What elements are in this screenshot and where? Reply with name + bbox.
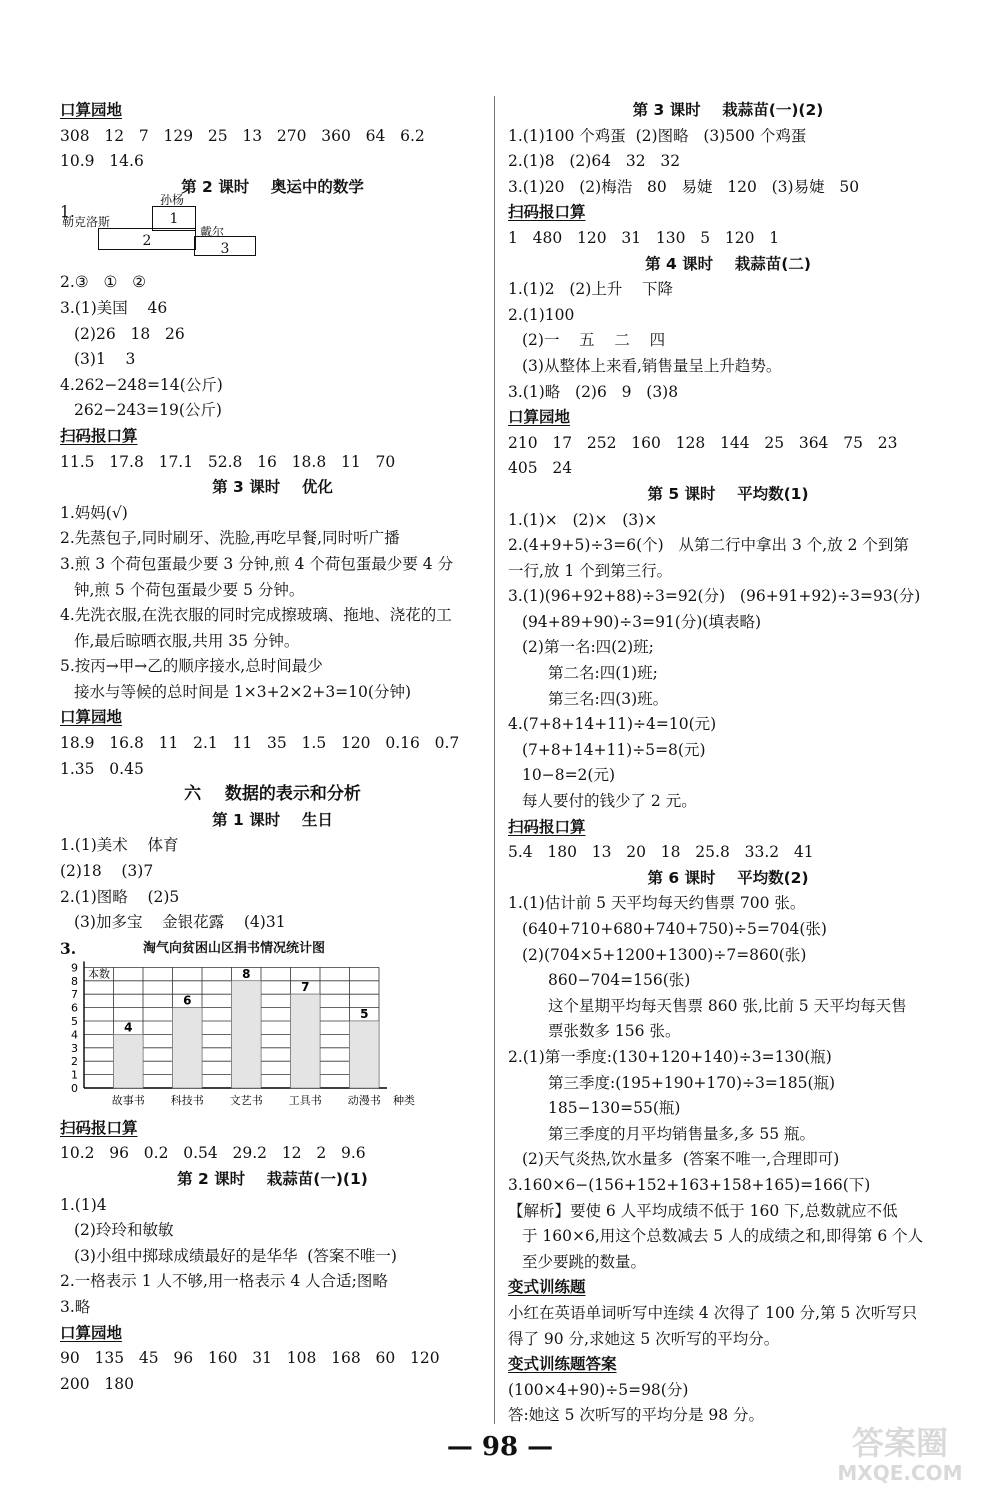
answer-line: (640+710+680+740+750)÷5=704(张)	[522, 920, 827, 938]
answer-line: 接水与等候的总时间是 1×3+2×2+3=10(分钟)	[74, 682, 411, 701]
answer-line: (2)玲玲和敏敏	[74, 1221, 174, 1240]
answer-line: 10−8=2(元)	[522, 766, 616, 785]
answer-line: 1.(1)美术 体育	[60, 836, 179, 855]
answer-line: 860−704=156(张)	[548, 971, 691, 990]
answer-line: 答:她这 5 次听写的平均分是 98 分。	[508, 1406, 765, 1425]
answer-line: 每人要付的钱少了 2 元。	[522, 792, 697, 811]
answer-line: 4.(7+8+14+11)÷4=10(元)	[508, 715, 717, 734]
answer-line: 3.(1)略 (2)6 9 (3)8	[508, 382, 679, 401]
answer-line: 4.先洗衣服,在洗衣服的同时完成擦玻璃、拖地、浇花的工	[60, 606, 452, 625]
right-column	[508, 98, 948, 1429]
answer-line: 10.9 14.6	[60, 152, 144, 171]
answer-line: 一行,放 1 个到第三行。	[508, 561, 673, 580]
bar	[173, 1007, 203, 1087]
bar-value-label: 5	[360, 1006, 369, 1021]
answer-line: 得了 90 分,求她这 5 次听写的平均分。	[508, 1329, 780, 1348]
answer-line: (2)26 18 26	[74, 324, 185, 343]
answer-line: 1.(1)估计前 5 天平均每天约售票 700 张。	[508, 894, 806, 913]
section-heading: 扫码报口算	[60, 426, 138, 445]
lesson-title: 第 2 课时 奥运中的数学	[181, 177, 364, 196]
answer-line: 5.按丙→甲→乙的顺序接水,总时间最少	[60, 657, 323, 676]
watermark-text: 答案圈	[851, 1424, 949, 1462]
section-heading: 口算园地	[508, 408, 571, 427]
answer-line: 2.(1)图略 (2)5	[60, 887, 180, 906]
bar	[291, 994, 321, 1088]
watermark-logo	[808, 1420, 993, 1486]
x-tick-label: 工具书	[288, 1093, 322, 1107]
bar	[232, 981, 262, 1088]
section-heading: 变式训练题答案	[508, 1355, 617, 1374]
lesson-title: 第 1 课时 生日	[212, 810, 333, 829]
answer-line: 10.2 96 0.2 0.54 29.2 12 2 9.6	[60, 1144, 366, 1163]
answer-line: (3)小组中掷球成绩最好的是华华 (答案不唯一)	[74, 1246, 397, 1265]
y-tick-label: 7	[71, 988, 78, 1002]
answer-line: 这个星期平均每天售票 860 张,比前 5 天平均每天售	[548, 996, 907, 1015]
section-heading: 变式训练题	[508, 1278, 586, 1297]
answer-line: 第二名:四(1)班;	[548, 664, 658, 683]
answer-line: (7+8+14+11)÷5=8(元)	[522, 740, 706, 759]
podium-first-name: 孙杨	[160, 193, 185, 208]
lesson-title: 第 5 课时 平均数(1)	[647, 484, 809, 503]
lesson-title: 第 3 课时 优化	[212, 478, 333, 497]
answer-line: (94+89+90)÷3=91(分)(填表略)	[522, 612, 761, 631]
answer-line: (100×4+90)÷5=98(分)	[508, 1380, 689, 1399]
lesson-title: 第 3 课时 栽蒜苗(一)(2)	[632, 101, 824, 119]
answer-line: 票张数多 156 张。	[548, 1022, 681, 1041]
lesson-title: 第 2 课时 栽蒜苗(一)(1)	[177, 1170, 368, 1188]
x-tick-label: 科技书	[170, 1093, 204, 1107]
answer-line: 1.(1)100 个鸡蛋 (2)图略 (3)500 个鸡蛋	[508, 126, 807, 145]
answer-line: 210 17 252 160 128 144 25 364 75 23	[508, 433, 898, 452]
answer-line: 【解析】要使 6 人平均成绩不低于 160 下,总数就应不低	[508, 1201, 898, 1220]
y-tick-label: 3	[71, 1041, 78, 1055]
answer-line: 185−130=55(瓶)	[548, 1099, 681, 1118]
bar-value-label: 7	[301, 980, 310, 995]
answer-line: 405 24	[508, 459, 573, 478]
bar-value-label: 4	[124, 1020, 133, 1035]
chart-title: 淘气向贫困山区捐书情况统计图	[142, 940, 325, 956]
y-tick-label: 9	[71, 961, 78, 975]
answer-line: 18.9 16.8 11 2.1 11 35 1.5 120 0.16 0.7	[60, 734, 460, 753]
section-heading: 口算园地	[60, 708, 123, 727]
podium-diagram	[62, 193, 274, 286]
answer-line: (3)加多宝 金银花露 (4)31	[74, 913, 286, 932]
podium-third-name: 戴尔	[200, 225, 225, 240]
answer-line: 2.(1)第一季度:(130+120+140)÷3=130(瓶)	[508, 1047, 832, 1066]
answer-line: 第三季度的月平均销售量多,多 55 瓶。	[548, 1124, 816, 1143]
answer-line: 2.③ ① ②	[60, 273, 147, 292]
watermark-url: MXQE.COM	[837, 1461, 963, 1485]
answer-line: 2.(1)100	[508, 305, 575, 324]
answer-line: 钟,煎 5 个荷包蛋最少要 5 分钟。	[74, 580, 305, 599]
answer-line: 262−243=19(公斤)	[74, 401, 222, 420]
answer-line: 3.(1)(96+92+88)÷3=92(分) (96+91+92)÷3=93(分)	[508, 587, 921, 606]
answer-line: 200 180	[60, 1374, 134, 1393]
answer-line: 1.(1)2 (2)上升 下降	[508, 280, 674, 299]
x-axis-label: 种类	[393, 1093, 415, 1107]
podium-third-block	[194, 236, 256, 256]
lesson-title: 第 4 课时 栽蒜苗(二)	[645, 254, 811, 273]
answer-line: 1.妈妈(√)	[60, 503, 128, 522]
answer-line: (2)(704×5+1200+1300)÷7=860(张)	[522, 945, 807, 964]
page-number: — 98 —	[446, 1432, 554, 1462]
y-tick-label: 4	[71, 1028, 78, 1042]
y-tick-label: 1	[71, 1068, 78, 1082]
y-axis-label: 本数	[88, 967, 110, 981]
y-tick-label: 8	[71, 974, 78, 988]
answer-line: (2)天气炎热,饮水量多 (答案不唯一,合理即可)	[522, 1150, 840, 1169]
answer-line: 4.262−248=14(公斤)	[60, 375, 223, 394]
y-tick-label: 0	[71, 1081, 78, 1095]
podium-rank: 1	[169, 211, 179, 228]
answer-line: 于 160×6,用这个总数减去 5 人的成绩之和,即得第 6 个人	[522, 1227, 924, 1246]
answer-line: 第三名:四(3)班。	[548, 689, 669, 708]
answer-line: (3)1 3	[74, 350, 136, 369]
question-number: 3.	[60, 938, 77, 958]
x-tick-label: 动漫书	[347, 1093, 381, 1107]
answer-line: 小红在英语单词听写中连续 4 次得了 100 分,第 5 次听写只	[508, 1303, 918, 1322]
answer-line: 2.(4+9+5)÷3=6(个) 从第二行中拿出 3 个,放 2 个到第	[508, 536, 909, 555]
x-tick-label: 文艺书	[229, 1093, 263, 1107]
answer-line: 2.一格表示 1 人不够,用一格表示 4 人合适;图略	[60, 1272, 388, 1291]
bar-value-label: 8	[242, 966, 251, 981]
podium-second-name: 勒克洛斯	[62, 215, 111, 230]
bar	[114, 1034, 144, 1088]
y-tick-label: 5	[71, 1014, 78, 1028]
answer-line: 90 135 45 96 160 31 108 168 60 120	[60, 1349, 440, 1368]
answer-line: 1.35 0.45	[60, 759, 144, 778]
answer-line: (2)第一名:四(2)班;	[522, 638, 654, 657]
answer-line: 3.(1)20 (2)梅浩 80 易婕 120 (3)易婕 50	[508, 177, 860, 196]
bar	[350, 1021, 380, 1088]
answer-line: (2)一 五 二 四	[522, 331, 666, 350]
answer-line: (3)从整体上来看,销售量呈上升趋势。	[522, 356, 782, 375]
section-heading: 扫码报口算	[508, 817, 586, 836]
lesson-title: 第 6 课时 平均数(2)	[647, 868, 809, 887]
answer-line: 308 12 7 129 25 13 270 360 64 6.2	[60, 126, 425, 145]
question-number: 1.	[60, 203, 75, 222]
bar-value-label: 6	[183, 993, 192, 1008]
answer-line: 3.煎 3 个荷包蛋最少要 3 分钟,煎 4 个荷包蛋最少要 4 分	[60, 554, 454, 573]
answer-line: 3.略	[60, 1297, 91, 1316]
section-heading: 口算园地	[60, 101, 123, 119]
y-tick-label: 2	[71, 1055, 78, 1069]
x-tick-label: 故事书	[111, 1093, 145, 1107]
podium-rank: 3	[220, 241, 230, 258]
answer-line: 作,最后晾晒衣服,共用 35 分钟。	[74, 631, 300, 650]
answer-line: 5.4 180 13 20 18 25.8 33.2 41	[508, 843, 814, 862]
answer-line: 1 480 120 31 130 5 120 1	[508, 228, 780, 247]
y-tick-label: 6	[71, 1001, 78, 1015]
answer-line: 至少要跳的数量。	[522, 1252, 647, 1271]
answer-line: 2.先蒸包子,同时刷牙、洗脸,再吃早餐,同时听广播	[60, 529, 400, 548]
answer-line: 2.(1)8 (2)64 32 32	[508, 152, 681, 171]
podium-rank: 2	[142, 233, 152, 250]
answer-line: 11.5 17.8 17.1 52.8 16 18.8 11 70	[60, 452, 396, 471]
section-heading: 口算园地	[60, 1323, 123, 1342]
chart-block	[60, 936, 485, 1116]
section-heading: 扫码报口算	[60, 1118, 138, 1137]
answer-line: 3.160×6−(156+152+163+158+165)=166(下)	[508, 1175, 871, 1194]
answer-line: (2)18 (3)7	[60, 862, 154, 881]
column-divider	[494, 96, 495, 1424]
answer-line: 3.(1)美国 46	[60, 298, 168, 317]
section-heading: 扫码报口算	[508, 203, 586, 222]
answer-line: 1.(1)4	[60, 1195, 107, 1214]
answer-line: 第三季度:(195+190+170)÷3=185(瓶)	[548, 1073, 836, 1092]
podium-second-block	[98, 228, 196, 250]
unit-title: 六 数据的表示和分析	[184, 784, 361, 805]
answer-line: 1.(1)× (2)× (3)×	[508, 510, 658, 529]
left-column	[60, 98, 485, 1397]
bar-chart	[60, 956, 440, 1116]
